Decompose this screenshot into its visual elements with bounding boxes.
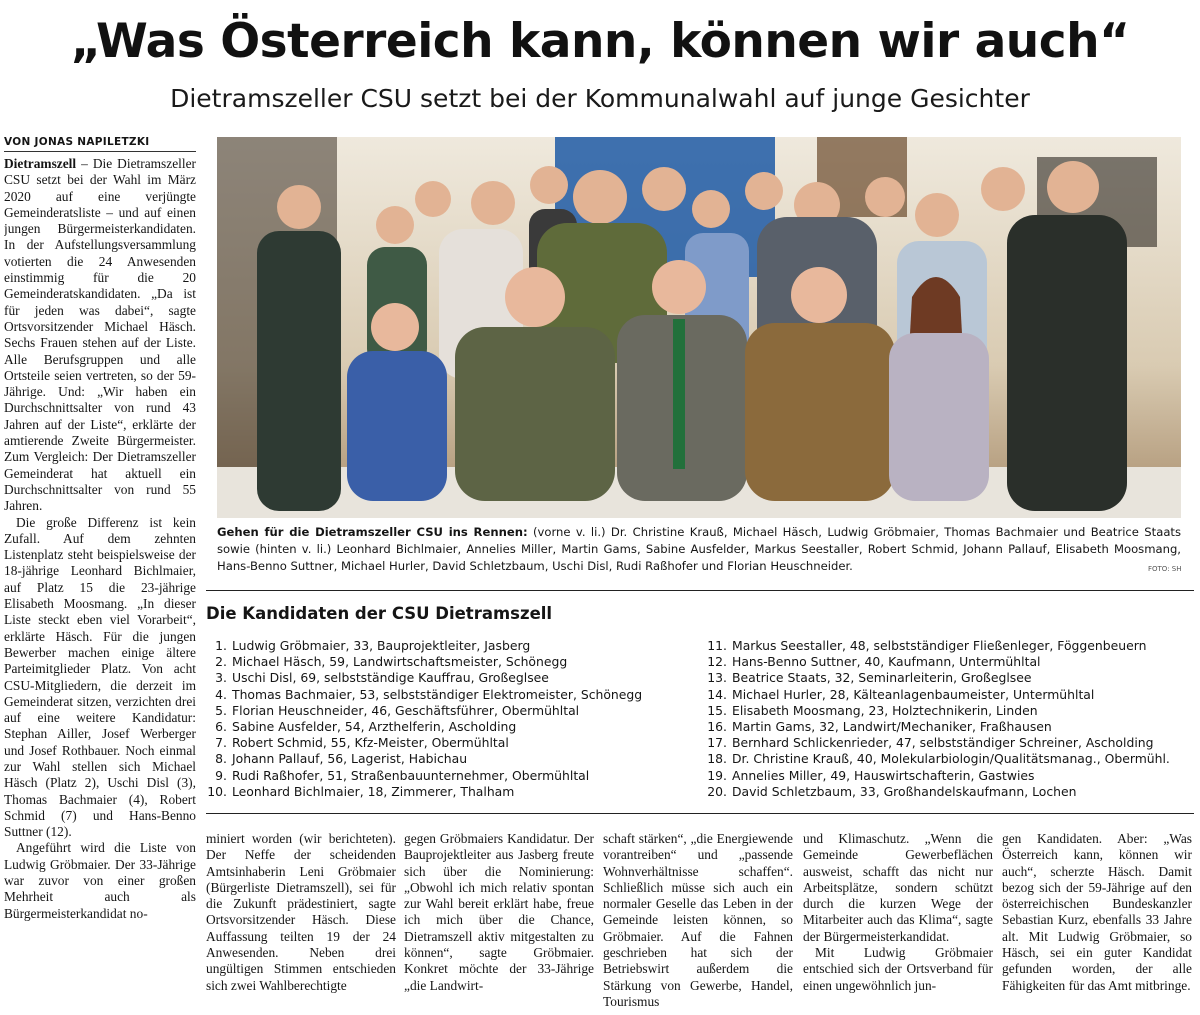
- candidate-text: Rudi Raßhofer, 51, Straßenbauunternehmer, Obermühltal: [232, 767, 590, 783]
- candidate-item: [706, 670, 1170, 686]
- photo-caption: [217, 524, 1181, 575]
- candidate-item: [206, 768, 642, 784]
- photo-credit: FOTO: SH: [1148, 565, 1182, 573]
- candidate-item: [706, 654, 1170, 670]
- candidate-number: 9.: [215, 767, 227, 783]
- candidate-number: 8.: [215, 751, 227, 767]
- candidate-text: Johann Pallauf, 56, Lagerist, Habichau: [232, 751, 468, 767]
- candidate-text: Leonhard Bichlmaier, 18, Zimmerer, Thalham: [232, 783, 515, 799]
- caption-text: (vorne v. li.) Dr. Christine Krauß, Michael Häsch, Ludwig Gröbmaier, Thomas Bachmaier und Beatrice Staats sowie (hinten v. li.) Leonhard Bichlmaier, Annelies Miller, Martin Gams, Sabine Ausfelder, Markus Seestaller, Robert Schmid, Johann Pallauf, Elisabeth Moosmang, Hans-Benno Suttner, Michael Hurler, David Schletzbaum, Uschi Disl, Rudi Raßhofer und Florian Heuschneider.: [217, 525, 1182, 573]
- candidate-number: 5.: [215, 702, 227, 718]
- candidate-number: 6.: [215, 719, 227, 735]
- candidate-item: [706, 751, 1170, 767]
- candidate-item: [206, 687, 642, 703]
- candidate-number: 1.: [215, 638, 227, 653]
- candidate-number: 4.: [215, 686, 227, 702]
- candidate-number: 11.: [707, 638, 727, 653]
- candidate-text: Uschi Disl, 69, selbstständige Kauffrau, Großeglsee: [232, 670, 549, 686]
- lead-place: Dietramszell: [4, 156, 77, 171]
- candidate-item: [706, 638, 1170, 654]
- candidate-item: [206, 703, 642, 719]
- column-3-text: gegen Gröbmaiers Kandidatur. Der Bauprojektleiter aus Jasberg freute sich über die Nominierung: „Obwohl ich mich relativ spontan zur Wahl bereit erklärt habe, freue ich mich über die Chance, Dietramszell aktiv mitgestalten zu können“, sagte Gröbmaier. Konkret möchte der 33-Jährige „die Landwirt-: [404, 831, 594, 993]
- candidate-number: 18.: [707, 751, 727, 767]
- candidate-number: 12.: [707, 654, 727, 670]
- caption-lead: Gehen für die Dietramszeller CSU ins Rennen:: [217, 525, 528, 539]
- article-paragraph-2: Die große Differenz ist kein Zufall. Auf dem zehnten Listenplatz steht beispielsweise der 18-jährige Leonhard Bichlmaier, auf Platz 15 die 23-jährige Elisabeth Moosmang. „In dieser Liste steckt eben viel Vorarbeit“, erklärte Häsch. Für die jungen Bewerber machen einige ältere Parteimitglieder Platz. Von acht CSU-Mitgliedern, die derzeit im Gemeinderat sitzen, verzichten drei auf eine weitere Kandidatur: Stephan Ailler, Josef Werberger und Josef Rothbauer. Noch einmal zur Wahl stellen sich Michael Häsch (Platz 2), Uschi Disl (3), Thomas Bachmaier (4), Robert Schmid (7) und Hans-Benno Suttner (12).: [4, 514, 196, 840]
- candidate-text: David Schletzbaum, 33, Großhandelskaufmann, Lochen: [732, 783, 1077, 799]
- candidate-number: 19.: [707, 767, 727, 783]
- candidate-text: Beatrice Staats, 32, Seminarleiterin, Großeglsee: [732, 670, 1032, 686]
- candidate-item: [206, 751, 642, 767]
- article-column-2: [206, 831, 396, 1013]
- candidate-number: 16.: [707, 719, 727, 735]
- column-5-paragraph-1: und Klimaschutz. „Wenn die Gemeinde Gewerbeflächen ausweist, schafft das nicht nur Arbeitsplätze, sondern schützt durch die kurzen Wege der Mitarbeiter auch das Klima“, sagte der Bürgermeisterkandidat.: [803, 831, 993, 944]
- headline: „Was Österreich kann, können wir auch“: [70, 14, 1130, 69]
- candidate-item: [706, 768, 1170, 784]
- candidate-number: 15.: [707, 702, 727, 718]
- article-column-5: [803, 831, 993, 1013]
- box-rule-bottom: [206, 813, 1194, 814]
- byline: VON JONAS NAPILETZKI: [4, 136, 150, 148]
- article-column-3: [404, 831, 594, 1013]
- candidate-text: Florian Heuschneider, 46, Geschäftsführer, Obermühltal: [232, 702, 580, 718]
- candidate-text: Martin Gams, 32, Landwirt/Mechaniker, Fraßhausen: [732, 719, 1052, 735]
- candidate-text: Thomas Bachmaier, 53, selbstständiger Elektromeister, Schönegg: [232, 686, 643, 702]
- column-2-text: miniert worden (wir berichteten). Der Neffe der scheidenden Amtsinhaberin Leni Gröbmaier (Bürgerliste Dietramszell), sei für die Zukunft prädestiniert, sagte Ortsvorsitzender Häsch. Diese Auffassung teilten 19 der 24 Anwesenden. Neben drei ungültigen Stimmen entschieden sich zwei Wahlberechtigte: [206, 831, 396, 993]
- kandidaten-title: Die Kandidaten der CSU Dietramszell: [206, 604, 553, 623]
- candidate-text: Dr. Christine Krauß, 40, Molekularbiologin/Qualitätsmanag., Obermühl.: [732, 751, 1170, 767]
- article-paragraph-3: Angeführt wird die Liste von Ludwig Gröbmaier. Der 33-Jährige war zuvor von einer großen Mehrheit auch als Bürgermeisterkandidat no-: [4, 840, 196, 921]
- candidate-number: 14.: [707, 686, 727, 702]
- candidate-list-left: [206, 638, 642, 800]
- candidate-text: Michael Hurler, 28, Kälteanlagenbaumeister, Untermühltal: [732, 686, 1095, 702]
- candidate-text: Robert Schmid, 55, Kfz-Meister, Obermühltal: [232, 735, 509, 751]
- candidate-item: [206, 735, 642, 751]
- subheadline: Dietramszeller CSU setzt bei der Kommunalwahl auf junge Gesichter: [170, 84, 1030, 113]
- column-6-text: gen Kandidaten. Aber: „Was Österreich kann, können wir auch“, scherzte Häsch. Damit bezog sich der 59-Jährige auf den österreichischen Bundeskanzler Sebastian Kurz, ebenfalls 33 Jahre alt. Mit Ludwig Gröbmaier, so Häsch, sei ein guter Kandidat gefunden worden, der alle Fähigkeiten für das Amt mitbringe.: [1002, 831, 1192, 993]
- candidate-text: Markus Seestaller, 48, selbstständiger Fließenleger, Föggenbeuern: [732, 638, 1147, 653]
- candidate-item: [706, 687, 1170, 703]
- candidate-item: [706, 784, 1170, 800]
- candidate-item: [206, 670, 642, 686]
- article-column-1: [4, 156, 196, 1011]
- candidate-item: [206, 784, 642, 800]
- candidate-number: 10.: [207, 783, 227, 799]
- column-4-text: schaft stärken“, „die Energiewende vorantreiben“ und „passende Wohnverhältnisse schaffen“. Schließlich müsse sich auch ein normaler Geselle das Leben in der Gemeinde leisten können, so Gröbmaier. Auf die Fahnen geschrieben hat sich der Betriebswirt außerdem die Stärkung von Gewerbe, Handel, Tourismus: [603, 831, 793, 1009]
- byline-rule: [4, 151, 196, 152]
- candidate-text: Ludwig Gröbmaier, 33, Bauprojektleiter, Jasberg: [232, 638, 531, 653]
- candidate-text: Hans-Benno Suttner, 40, Kaufmann, Untermühltal: [732, 654, 1041, 670]
- box-rule-top: [206, 590, 1194, 591]
- candidate-number: 13.: [707, 670, 727, 686]
- candidate-item: [706, 719, 1170, 735]
- candidate-number: 2.: [215, 654, 227, 670]
- candidate-item: [206, 719, 642, 735]
- candidate-text: Bernhard Schlickenrieder, 47, selbstständiger Schreiner, Ascholding: [732, 735, 1154, 751]
- candidate-number: 3.: [215, 670, 227, 686]
- candidate-number: 17.: [707, 735, 727, 751]
- candidate-item: [706, 703, 1170, 719]
- candidate-number: 20.: [707, 783, 727, 799]
- article-column-4: [603, 831, 793, 1013]
- lead-text: – Die Dietramszeller CSU setzt bei der Wahl im März 2020 auf eine verjüngte Gemeinderatsliste – und auf einen jungen Bürgermeisterkandidaten. In der Aufstellungsversammlung votierten die 24 Anwesenden einstimmig für die 20 Gemeinderatskandidaten. „Da ist für jeden was dabei“, sagte Ortsvorsitzender Michael Häsch. Sechs Frauen stehen auf der Liste. Alle Berufsgruppen und alle Ortsteile seien vertreten, so der 59-Jährige. Und: „Wir haben ein Durchschnittsalter von rund 43 Jahren auf der Liste“, erklärte der amtierende Zweite Bürgermeister. Zum Vergleich: Der Dietramszeller Gemeinderat hat aktuell ein Durchschnittsalter von rund 55 Jahren.: [4, 156, 196, 514]
- candidate-text: Sabine Ausfelder, 54, Arzthelferin, Ascholding: [232, 719, 517, 735]
- candidate-text: Elisabeth Moosmang, 23, Holztechnikerin, Linden: [732, 702, 1038, 718]
- candidate-item: [206, 638, 642, 654]
- column-5-paragraph-2: Mit Ludwig Gröbmaier entschied sich der Ortsverband für einen ungewöhnlich jun-: [803, 945, 993, 993]
- candidate-item: [206, 654, 642, 670]
- article-column-6: [1002, 831, 1192, 1013]
- group-photo: [217, 137, 1181, 518]
- candidate-item: [706, 735, 1170, 751]
- candidate-text: Michael Häsch, 59, Landwirtschaftsmeister, Schönegg: [232, 654, 568, 670]
- candidate-list-right: [706, 638, 1170, 800]
- candidate-number: 7.: [215, 735, 227, 751]
- candidate-text: Annelies Miller, 49, Hauswirtschafterin, Gastwies: [732, 767, 1035, 783]
